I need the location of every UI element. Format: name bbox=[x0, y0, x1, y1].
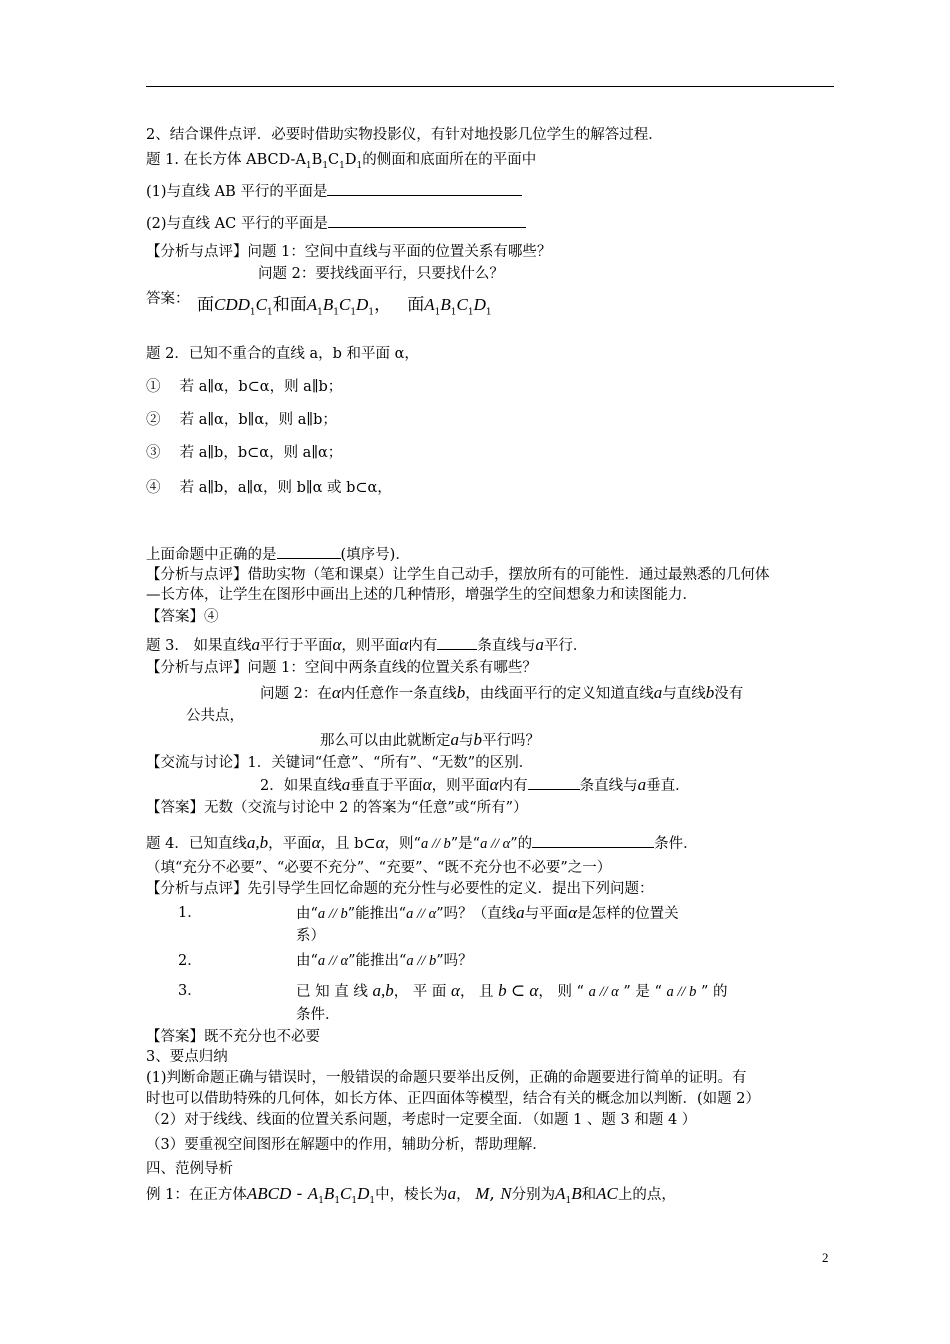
q2-stem: 题 2．已知不重合的直线 a，b 和平面 α， bbox=[146, 346, 419, 362]
q4-item-3-cont: 条件． bbox=[296, 1007, 340, 1023]
q3-discussion-blank[interactable] bbox=[528, 777, 580, 790]
q2-analysis-2: —长方体，让学生在图形中画出上述的几种情形，增强学生的空间想象力和读图能力． bbox=[146, 587, 697, 603]
q1-part1-blank[interactable] bbox=[327, 183, 522, 196]
q3-analysis-2: 问题 2：在α内任意作一条直线b，由线面平行的定义知道直线a与直线b没有 bbox=[260, 683, 744, 702]
q2-analysis-1: 【分析与点评】借助实物（笔和课桌）让学生自己动手，摆放所有的可能性．通过最熟悉的几何体 bbox=[146, 567, 770, 583]
q1-part2-blank[interactable] bbox=[328, 215, 526, 228]
section-3-p3: （3）要重视空间图形在解题中的作用，辅助分析，帮助理解． bbox=[146, 1137, 547, 1153]
q1-part2: (2)与直线 AC 平行的平面是 bbox=[146, 215, 526, 233]
q4-item-2: 由“a // α”能推出“a // b”吗？ bbox=[296, 953, 473, 969]
q4-num-2: 2． bbox=[178, 953, 202, 969]
header-rule bbox=[146, 86, 834, 87]
q4-stem: 题 4．已知直线a,b，平面α，且 b⊂α，则“a // b”是“a // α”的 条件． bbox=[146, 833, 698, 852]
q3-stem-blank[interactable] bbox=[437, 637, 477, 650]
q3-analysis-1: 【分析与点评】问题 1：空间中两条直线的位置关系有哪些？ bbox=[146, 660, 537, 676]
section-3-title: 3、要点归纳 bbox=[146, 1049, 228, 1065]
q3-analysis-3: 公共点， bbox=[186, 708, 244, 724]
q1-analysis-1: 【分析与点评】问题 1：空间中直线与平面的位置关系有哪些？ bbox=[146, 244, 552, 260]
q4-analysis-1: 【分析与点评】先引导学生回忆命题的充分性与必要性的定义．提出下列问题： bbox=[146, 881, 654, 897]
q3-answer: 【答案】无数（交流与讨论中 2 的答案为“任意”或“所有”） bbox=[146, 800, 528, 816]
q4-hint: （填“充分不必要”、“必要不充分”、“充要”、“既不充分也不必要”之一） bbox=[146, 860, 612, 876]
q1-answer-label: 答案： bbox=[146, 291, 190, 307]
section-3-p1b: 时也可以借助特殊的几何体，如长方体、正四面体等模型，结合有关的概念加以判断．(如题 2） bbox=[146, 1091, 760, 1107]
q1-part1: (1)与直线 AB 平行的平面是 bbox=[146, 183, 522, 201]
page-number: 2 bbox=[822, 1250, 829, 1265]
q2-item-3: ③ 若 a∥b，b⊂α，则 a∥α； bbox=[146, 445, 343, 461]
q2-item-4: ④ 若 a∥b，a∥α，则 b∥α 或 b⊂α， bbox=[146, 480, 392, 496]
q4-stem-blank[interactable] bbox=[532, 835, 654, 848]
section-3-p1a: (1)判断命题正确与错误时，一般错误的命题只要举出反例，正确的命题要进行简单的证明。有 bbox=[146, 1070, 747, 1086]
q4-item-1: 由“a // b”能推出“a // α”吗？（直线a与平面α是怎样的位置关 bbox=[296, 903, 679, 922]
q3-stem: 题 3. 如果直线a平行于平面α，则平面α内有 条直线与a平行． bbox=[146, 635, 588, 654]
q2-fill-blank[interactable] bbox=[277, 546, 341, 559]
q4-answer: 【答案】既不充分也不必要 bbox=[146, 1029, 320, 1045]
section-3-p2: （2）对于线线、线面的位置关系问题，考虑时一定要全面．（如题 1 、题 3 和题 4 ） bbox=[146, 1112, 697, 1128]
q1-answer: 面$CDD_1C_1$和面$A_1B_1C_1D_1$， 面$A_1B_1C_1D_1$ bbox=[197, 295, 492, 318]
section-2-intro: 2、结合课件点评．必要时借助实物投影仪，有针对地投影几位学生的解答过程． bbox=[146, 127, 663, 143]
q3-discussion-2: 2．如果直线a垂直于平面α，则平面α内有 条直线与a垂直． bbox=[260, 775, 690, 794]
q3-analysis-4: 那么可以由此就断定a与b平行吗？ bbox=[320, 730, 540, 749]
q2-answer: 【答案】④ bbox=[146, 609, 219, 625]
q2-fill: 上面命题中正确的是 (填序号)． bbox=[146, 547, 410, 563]
q3-discussion-1: 【交流与讨论】1．关键词“任意”、“所有”、“无数”的区别． bbox=[146, 755, 534, 771]
example-1: 例 1：在正方体ABCD - $A_1B_1C_1D_1$中，棱长为a， M, N分别为$A_1B$和AC上的点， bbox=[146, 1184, 676, 1206]
q2-item-2: ② 若 a∥α，b∥α，则 a∥b； bbox=[146, 412, 337, 428]
q4-num-1: 1． bbox=[178, 905, 202, 921]
section-4-title: 四、范例导析 bbox=[146, 1161, 233, 1177]
q2-item-1: ① 若 a∥α，b⊂α，则 a∥b； bbox=[146, 379, 343, 395]
q4-item-3: 已 知 直 线 a,b， 平 面 α， 且 b ⊂ α， 则 “ a // α ” 是 “ a // b ” 的 bbox=[296, 981, 728, 1000]
q4-num-3: 3． bbox=[178, 983, 202, 999]
q4-item-1-cont: 系） bbox=[296, 928, 325, 944]
q1-stem: 题 1. 在长方体 ABCD-$A_1B_1C_1D_1$的侧面和底面所在的平面中 bbox=[146, 152, 537, 171]
q1-analysis-2: 问题 2：要找线面平行，只要找什么？ bbox=[258, 266, 504, 282]
